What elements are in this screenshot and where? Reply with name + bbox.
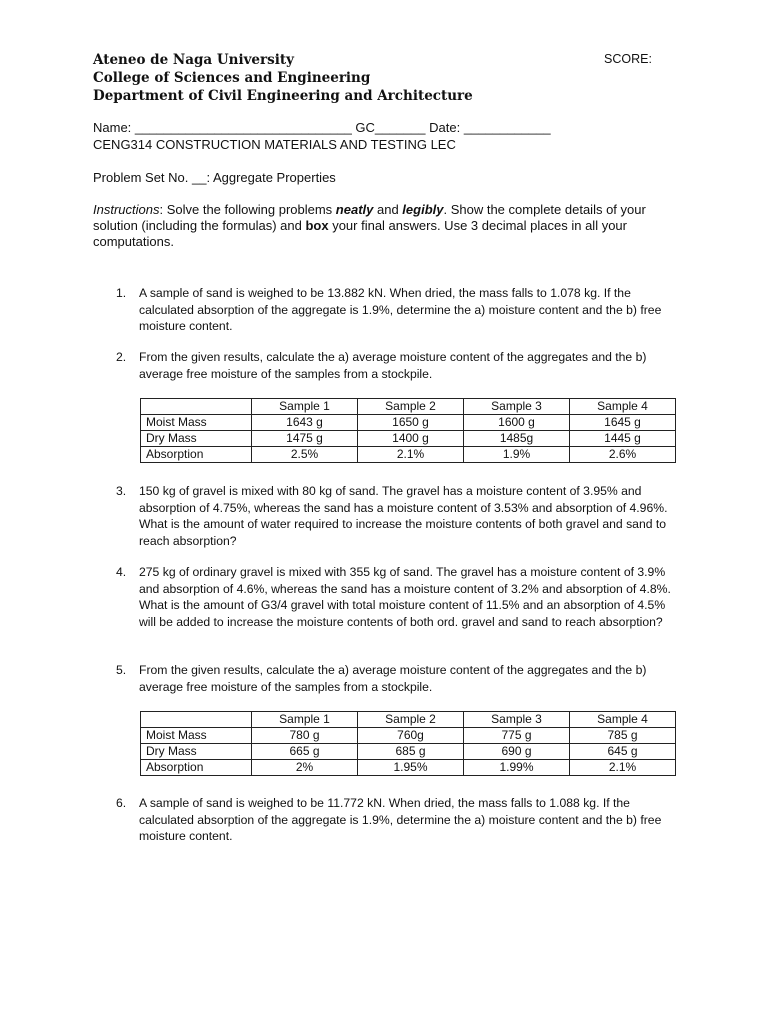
sample-table-1 <box>140 398 676 463</box>
instructions-label: Instructions <box>93 202 160 217</box>
score-label: SCORE: <box>604 52 652 66</box>
table-header-row: Sample 1 Sample 2 Sample 3 Sample 4 <box>141 712 676 728</box>
question-4: 4. 275 kg of ordinary gravel is mixed with 355 kg of sand. The gravel has a moisture content of 3.9% and absorption of 4.6%, whereas the sand has a moisture content of 3.2% and absorption of 4.8%. What is the amount of G3/4 gravel with total moisture content of 11.5% and an absorption of 4.5% will be added to increase the moisture contents of both ord. gravel and sand to reach absorption? <box>116 565 671 629</box>
question-5: 5. From the given results, calculate the a) average moisture content of the aggregates and the b) average free moisture of the samples from a stockpile. <box>116 663 647 694</box>
table-row: Absorption 2.5% 2.1% 1.9% 2.6% <box>141 447 676 463</box>
course-title: CENG314 CONSTRUCTION MATERIALS AND TESTING LEC <box>93 137 456 152</box>
name-line: Name: ______________________________ GC_______ Date: ____________ <box>93 120 551 135</box>
question-3: 3. 150 kg of gravel is mixed with 80 kg of sand. The gravel has a moisture content of 3.95% and absorption of 4.75%, whereas the sand has a moisture content of 3.53% and absorption of 4.96%. What is the amount of water required to increase the moisture contents of both gravel and sand to reach absorption? <box>116 484 668 548</box>
department-name: Department of Civil Engineering and Architecture <box>93 88 473 104</box>
college-name: College of Sciences and Engineering <box>93 70 371 86</box>
table-row: Dry Mass 1475 g 1400 g 1485g 1445 g <box>141 431 676 447</box>
instructions: Instructions: Solve the following problems neatly and legibly. Show the complete details of your solution (including the formulas) and box your final answers. Use 3 decimal places in all your computations. <box>93 202 646 249</box>
sample-table-2 <box>140 711 676 776</box>
question-1: 1. A sample of sand is weighed to be 13.882 kN. When dried, the mass falls to 1.078 kg. If the calculated absorption of the aggregate is 1.9%, determine the a) moisture content and the b) free moisture content. <box>116 286 662 333</box>
table-row: Moist Mass 780 g 760g 775 g 785 g <box>141 728 676 744</box>
table-header-row: Sample 1 Sample 2 Sample 3 Sample 4 <box>141 399 676 415</box>
neatly-word: neatly <box>335 202 374 217</box>
question-6: 6. A sample of sand is weighed to be 11.772 kN. When dried, the mass falls to 1.088 kg. If the calculated absorption of the aggregate is 1.9%, determine the a) moisture content and the b) free moisture content. <box>116 796 662 843</box>
table-row: Absorption 2% 1.95% 1.99% 2.1% <box>141 760 676 776</box>
box-word: box <box>305 218 329 233</box>
table-row: Moist Mass 1643 g 1650 g 1600 g 1645 g <box>141 415 676 431</box>
table-row: Dry Mass 665 g 685 g 690 g 645 g <box>141 744 676 760</box>
legibly-word: legibly <box>402 202 444 217</box>
question-2: 2. From the given results, calculate the a) average moisture content of the aggregates and the b) average free moisture of the samples from a stockpile. <box>116 350 647 381</box>
problem-set-title: Problem Set No. __: Aggregate Properties <box>93 170 336 185</box>
university-name: Ateneo de Naga University <box>93 52 294 68</box>
